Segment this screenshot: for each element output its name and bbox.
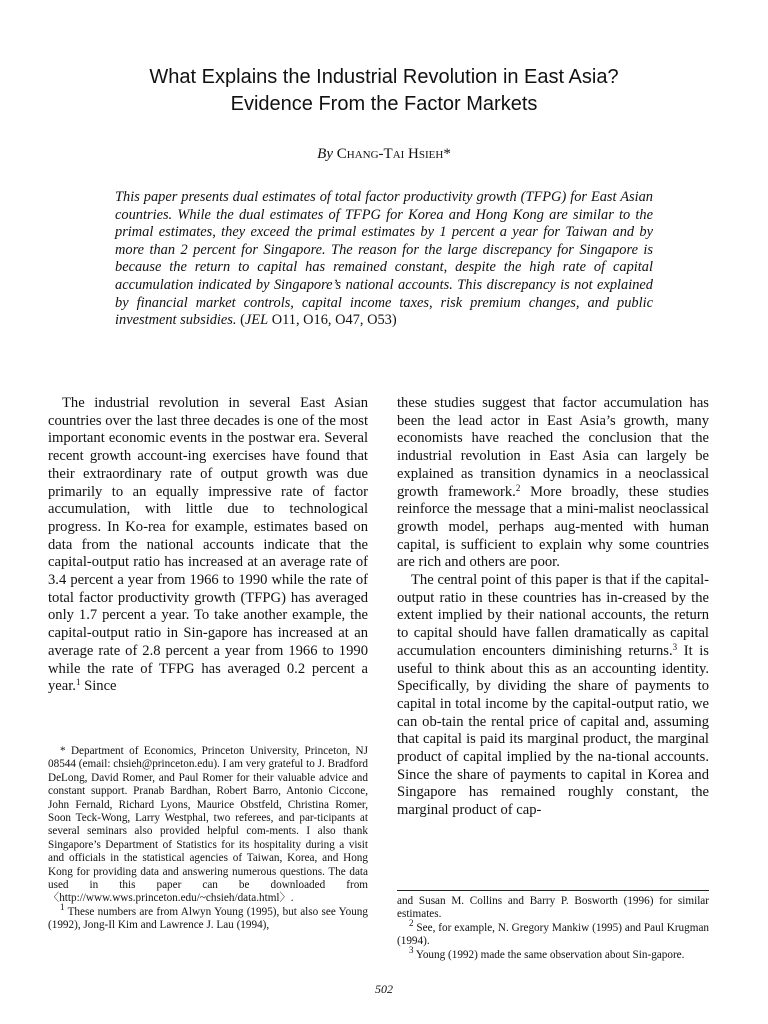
author-footnote-mark: * — [443, 146, 451, 162]
body-column-left — [48, 395, 368, 696]
title-line-2: Evidence From the Factor Markets — [230, 93, 538, 115]
footnote-author: * Department of Economics, Princeton University, Princeton, NJ 08544 (email: chsieh@princeton.edu). I am very grateful to J. Bradford DeLong, David Romer, and Paul Romer for their valuable advice and constant support. Pranab Bardhan, Robert Barro, Antonio Ciccone, John Fernald, Richard Lyons, Maurice Obstfeld, Christina Romer, Soon Teck-Wong, Larry Westphal, two referees, and par-ticipants at several seminars also provided helpful com-ments. I also thank Singapore’s Department of Statistics for its hospitality during a visit and officials in the statistical agencies of Taiwan, Korea, and Hong Kong for providing data and answering numerous questions. The data used in this paper can be downloaded from 〈http://www.wws.princeton.edu/~chsieh/data.html〉. — [48, 745, 368, 905]
jel-label: JEL — [244, 312, 269, 329]
jel-open: ( — [236, 312, 245, 329]
footnote-text: See, for example, N. Gregory Mankiw (1995) and Paul Krugman (1994). — [397, 921, 709, 948]
footnote-ref: 1 — [75, 677, 81, 688]
page-number: 502 — [375, 982, 393, 996]
footnote-text: These numbers are from Alwyn Young (1995), but also see Young (1992), Jong-Il Kim and Lawrence J. Lau (1994), — [48, 905, 368, 932]
paragraph — [397, 395, 709, 572]
footnote-number: 2 — [409, 917, 414, 928]
footnote-1 — [48, 901, 368, 933]
paper-title — [60, 64, 708, 118]
paragraph — [48, 395, 368, 696]
paragraph — [397, 572, 709, 820]
title-line-1: What Explains the Industrial Revolution in East Asia? — [149, 66, 619, 88]
footnotes-right — [397, 890, 709, 962]
jel-codes — [237, 312, 397, 328]
footnote-ref: 2 — [515, 482, 521, 493]
footnote-number: 1 — [60, 901, 65, 912]
paragraph-text: The central point of this paper is that if the capital-output ratio in these countries has in-creased by the extent implied by their national accounts, the return to capital should have fallen dramatically as capital accumulation encounters diminishing returns. — [397, 572, 709, 659]
footnote-1-continued: and Susan M. Collins and Barry P. Bosworth (1996) for similar estimates. — [397, 895, 709, 921]
author-name: Chang-Tai Hsieh — [336, 146, 444, 162]
byline — [0, 146, 768, 163]
paragraph-text: More broadly, these studies reinforce the message that a mini-malist neoclassical growth model, perhaps aug-mented with human capital, is sufficient to explain why some countries are rich and others are poor. — [397, 483, 709, 571]
paragraph-text: Since — [80, 678, 117, 695]
footnote-number: 3 — [409, 944, 414, 955]
abstract-text: This paper presents dual estimates of total factor productivity growth (TFPG) for East Asian countries. While the dual estimates of TFPG for Korea and Hong Kong are similar to the primal estimates, they exceed the primal estimates by 1 percent a year for Taiwan and by more than 2 percent for Singapore. The reason for the large discrepancy for Singapore is because the return to capital has remained constant, despite the high rate of capital accumulation indicated by Singapore’s national accounts. This discrepancy is not explained by financial market controls, capital income taxes, risk premium changes, and public investment subsidies. — [115, 189, 653, 329]
footnote-text: Young (1992) made the same observation about Sin-gapore. — [413, 948, 685, 961]
paragraph-text: The industrial revolution in several East Asian countries over the last three decades is one of the most important economic events in the postwar era. Several recent growth account-ing exercises have found that their extraordinary rate of output growth was due primarily to an equally impressive rate of factor accumulation, with little due to technological progress. In Ko-rea for example, estimates based on data from the national accounts indicate that the capital-output ratio has increased at an average rate of 3.4 percent a year from 1966 to 1990 while the rate of total factor productivity growth (TFPG) has averaged only 1.7 percent a year. To take another example, the capital-output ratio in Sin-gapore has increased at an average rate of 2.8 percent a year from 1966 to 1990 while the rate of TFPG has averaged 0.2 percent a year. — [48, 395, 368, 695]
body-column-right — [397, 395, 709, 820]
abstract — [115, 189, 653, 330]
footnote-ref: 3 — [672, 641, 678, 652]
footnotes-left — [48, 745, 368, 933]
paragraph-text: these studies suggest that factor accumulation has been the lead actor in East Asia’s growth, many economists have reached the conclusion that the industrial revolution in East Asia can largely be explained as transition dynamics in a neoclassical growth framework. — [397, 395, 709, 500]
footnote-3 — [397, 944, 709, 962]
jel-code-list: O11, O16, O47, O53) — [268, 312, 397, 329]
byline-by: By — [317, 146, 333, 162]
footnote-2 — [397, 917, 709, 949]
paragraph-text: It is useful to think about this as an accounting identity. Specifically, by dividing the share of payments to capital in total income by the capital-output ratio, we can ob-tain the rental price of capital and, assuming that capital is paid its marginal product, the marginal product of capital implied by the na-tional accounts. Since the share of payments to capital in Korea and Singapore has remained roughly constant, the marginal product of cap- — [397, 642, 709, 819]
